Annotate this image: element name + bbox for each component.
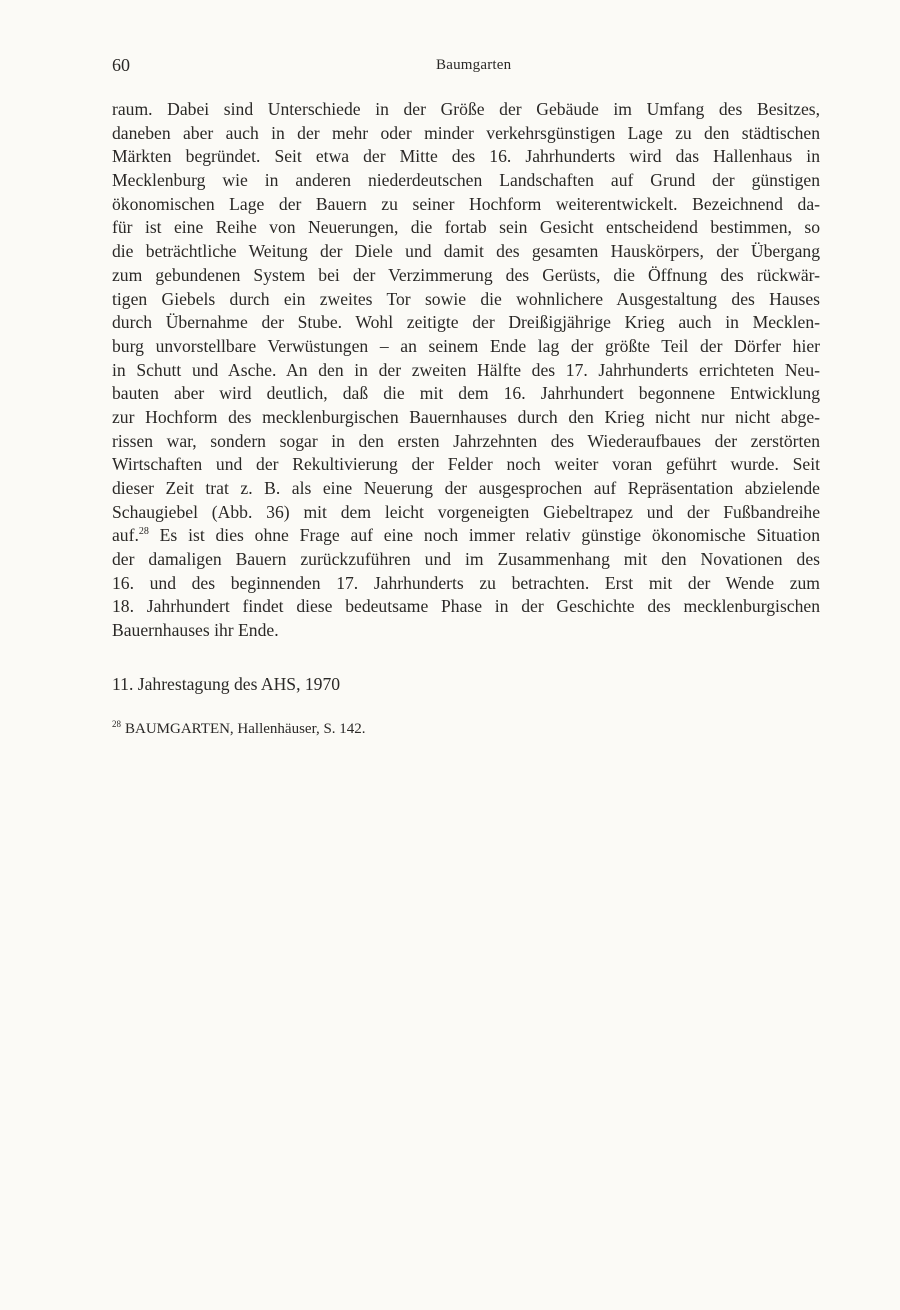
text-line: rissen war, sondern sogar in den ersten Jahrzehnten des Wiederaufbaues der zerstörten	[112, 430, 820, 451]
text-line: der damaligen Bauern zurückzuführen und im Zusammenhang mit den Novationen des	[112, 549, 820, 570]
text-line: Wirtschaften und der Rekultivierung der Felder noch weiter voran geführt wurde. Seit	[112, 454, 820, 475]
text-line-with-footnote-ref	[112, 524, 820, 548]
text-line: 16. und des beginnenden 17. Jahrhunderts zu betrachten. Erst mit der Wende zum	[112, 572, 820, 593]
text-line: dieser Zeit trat z. B. als eine Neuerung der ausgesprochen auf Repräsentation abzielende	[112, 478, 820, 498]
text-line: durch Übernahme der Stube. Wohl zeitigte der Dreißigjährige Krieg auch in Mecklen-	[112, 312, 820, 333]
page-number: 60	[112, 55, 130, 75]
text-line: tigen Giebels durch ein zweites Tor sowie die wohnlichere Ausgestaltung des Hauses	[112, 288, 820, 309]
text-line: für ist eine Reihe von Neuerungen, die fortab sein Gesicht entscheidend bestimmen, so	[112, 217, 820, 238]
text-line: raum. Dabei sind Unterschiede in der Größe der Gebäude im Umfang des Besitzes,	[112, 99, 820, 119]
footnote-marker: 28	[112, 719, 121, 729]
text-line: daneben aber auch in der mehr oder minder verkehrsgünstigen Lage zu den städtischen	[112, 122, 820, 143]
text-line: ökonomischen Lage der Bauern zu seiner Hochform weiterentwickelt. Bezeichnend da-	[112, 193, 820, 214]
text-line: die beträchtliche Weitung der Diele und damit des gesamten Hauskörpers, der Übergang	[112, 241, 820, 262]
text-line: burg unvorstellbare Verwüstungen – an seinem Ende lag der größte Teil der Dörfer hier	[112, 335, 820, 356]
text-line-last: Bauernhauses ihr Ende.	[112, 620, 279, 641]
running-title: Baumgarten	[436, 57, 512, 73]
text-line: zur Hochform des mecklenburgischen Bauernhauses durch den Krieg nicht nur nicht abge-	[112, 406, 820, 427]
text-line: Märkten begründet. Seit etwa der Mitte des 16. Jahrhunderts wird das Hallenhaus in	[112, 146, 820, 167]
body-paragraph	[112, 98, 820, 643]
text-fragment: Es ist dies ohne Frage auf eine noch immer relativ günstige ökonomische Situation	[148, 525, 820, 546]
text-line: 18. Jahrhundert findet diese bedeutsame Phase in der Geschichte des mecklenburgischen	[112, 596, 820, 617]
text-line: bauten aber wird deutlich, daß die mit dem 16. Jahrhundert begonnene Entwicklung	[112, 383, 820, 404]
footnote-reference[interactable]: 28	[138, 526, 149, 538]
text-line: zum gebundenen System bei der Verzimmerung des Gerüsts, die Öffnung des rückwär-	[112, 264, 820, 285]
text-line: in Schutt und Asche. An den in der zweiten Hälfte des 17. Jahrhunderts errichteten Neu-	[112, 359, 820, 380]
footnote	[112, 721, 366, 738]
text-line: Schaugiebel (Abb. 36) mit dem leicht vorgeneigten Giebeltrapez und der Fußbandreihe	[112, 501, 820, 522]
conference-note: 11. Jahrestagung des AHS, 1970	[112, 674, 341, 694]
running-head	[112, 55, 820, 79]
footnote-text: BAUMGARTEN, Hallenhäuser, S. 142.	[125, 721, 366, 737]
text-line: Mecklenburg wie in anderen niederdeutschen Landschaften auf Grund der günstigen	[112, 170, 820, 191]
text-fragment: auf.	[112, 525, 139, 546]
